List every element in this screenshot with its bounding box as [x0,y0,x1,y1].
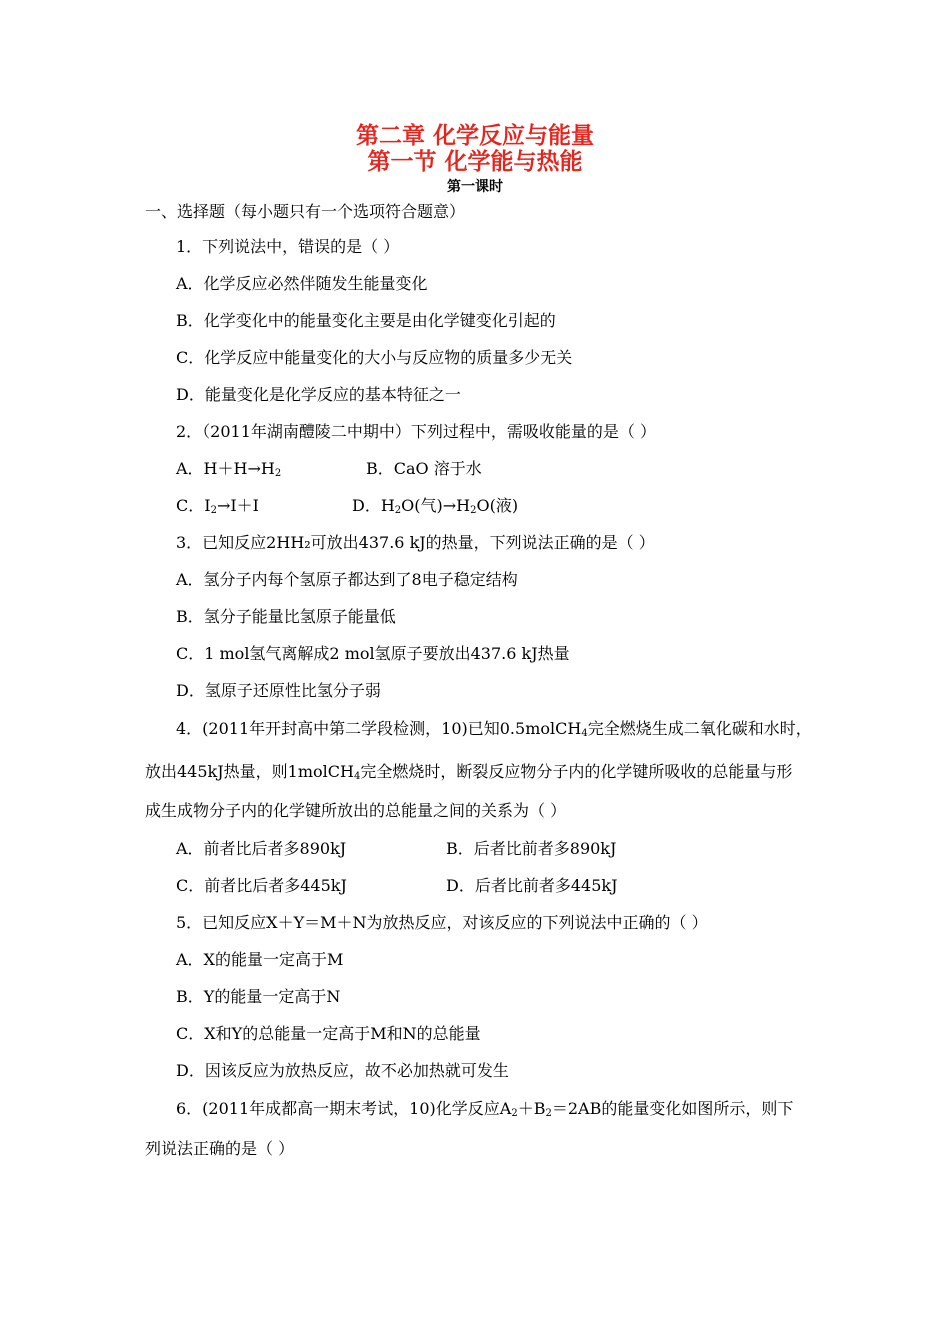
lesson-label: 第一课时 [447,179,503,195]
q5-stem: 5．已知反应X＋Y＝M＋N为放热反应，对该反应的下列说法中正确的（ ） [176,913,708,932]
q4-option-b: B．后者比前者多890kJ [446,839,617,858]
q3-stem: 3．已知反应2HH₂可放出437.6 kJ的热量，下列说法正确的是（ ） [176,533,655,552]
q2-stem: 2．（2011年湖南醴陵二中期中）下列过程中，需吸收能量的是（ ） [176,422,656,441]
q1-option-d: D．能量变化是化学反应的基本特征之一 [176,385,461,404]
q5-option-b: B．Y的能量一定高于N [176,987,341,1006]
q2-option-d: D．$H_2O$(气)$\to H_2O$(液) [352,496,519,516]
q2-option-c: C．$I_2\to I+I$ [176,496,260,516]
q1-option-b: B．化学变化中的能量变化主要是由化学键变化引起的 [176,311,556,330]
q4-option-a: A．前者比后者多890kJ [176,839,347,858]
chapter-title: 第二章 化学反应与能量 [355,123,594,149]
q5-option-c: C．X和Y的总能量一定高于M和N的总能量 [176,1024,481,1043]
q5-option-d: D．因该反应为放热反应，故不必加热就可发生 [176,1061,509,1080]
q1-option-a: A．化学反应必然伴随发生能量变化 [176,274,428,293]
q3-option-a: A．氢分子内每个氢原子都达到了8电子稳定结构 [176,570,518,589]
q6-stem-line2: 列说法正确的是（ ） [145,1139,295,1158]
q4-stem-line2: 放出445kJ热量，则1molCH$_4$完全燃烧时，断裂反应物分子内的化学键所吸收的总能量与形 [145,762,793,782]
q5-option-a: A．X的能量一定高于M [176,950,344,969]
q4-stem-line1: 4．(2011年开封高中第二学段检测，10)已知0.5molCH$_4$完全燃烧生成二氧化碳和水时， [176,719,812,739]
q6-stem-line1: 6．(2011年成都高一期末考试，10)化学反应$A_2+B_2=2AB$的能量变化如图所示，则下 [176,1099,794,1119]
q4-option-c: C．前者比后者多445kJ [176,876,347,895]
q2-option-a: A．$H+H\to H_2$ [176,459,282,479]
q2-option-b: B．CaO 溶于水 [366,459,482,478]
q1-option-c: C．化学反应中能量变化的大小与反应物的质量多少无关 [176,348,573,367]
section-title: 第一节 化学能与热能 [367,149,583,175]
q3-option-c: C．1 mol氢气离解成2 mol氢原子要放出437.6 kJ热量 [176,644,570,663]
q3-option-d: D．氢原子还原性比氢分子弱 [176,681,381,700]
section-heading: 一、选择题（每小题只有一个选项符合题意） [145,202,466,221]
q4-option-d: D．后者比前者多445kJ [446,876,618,895]
q3-option-b: B．氢分子能量比氢原子能量低 [176,607,396,626]
q4-stem-line3: 成生成物分子内的化学键所放出的总能量之间的关系为（ ） [145,801,567,820]
q1-stem: 1．下列说法中，错误的是（ ） [176,237,400,256]
